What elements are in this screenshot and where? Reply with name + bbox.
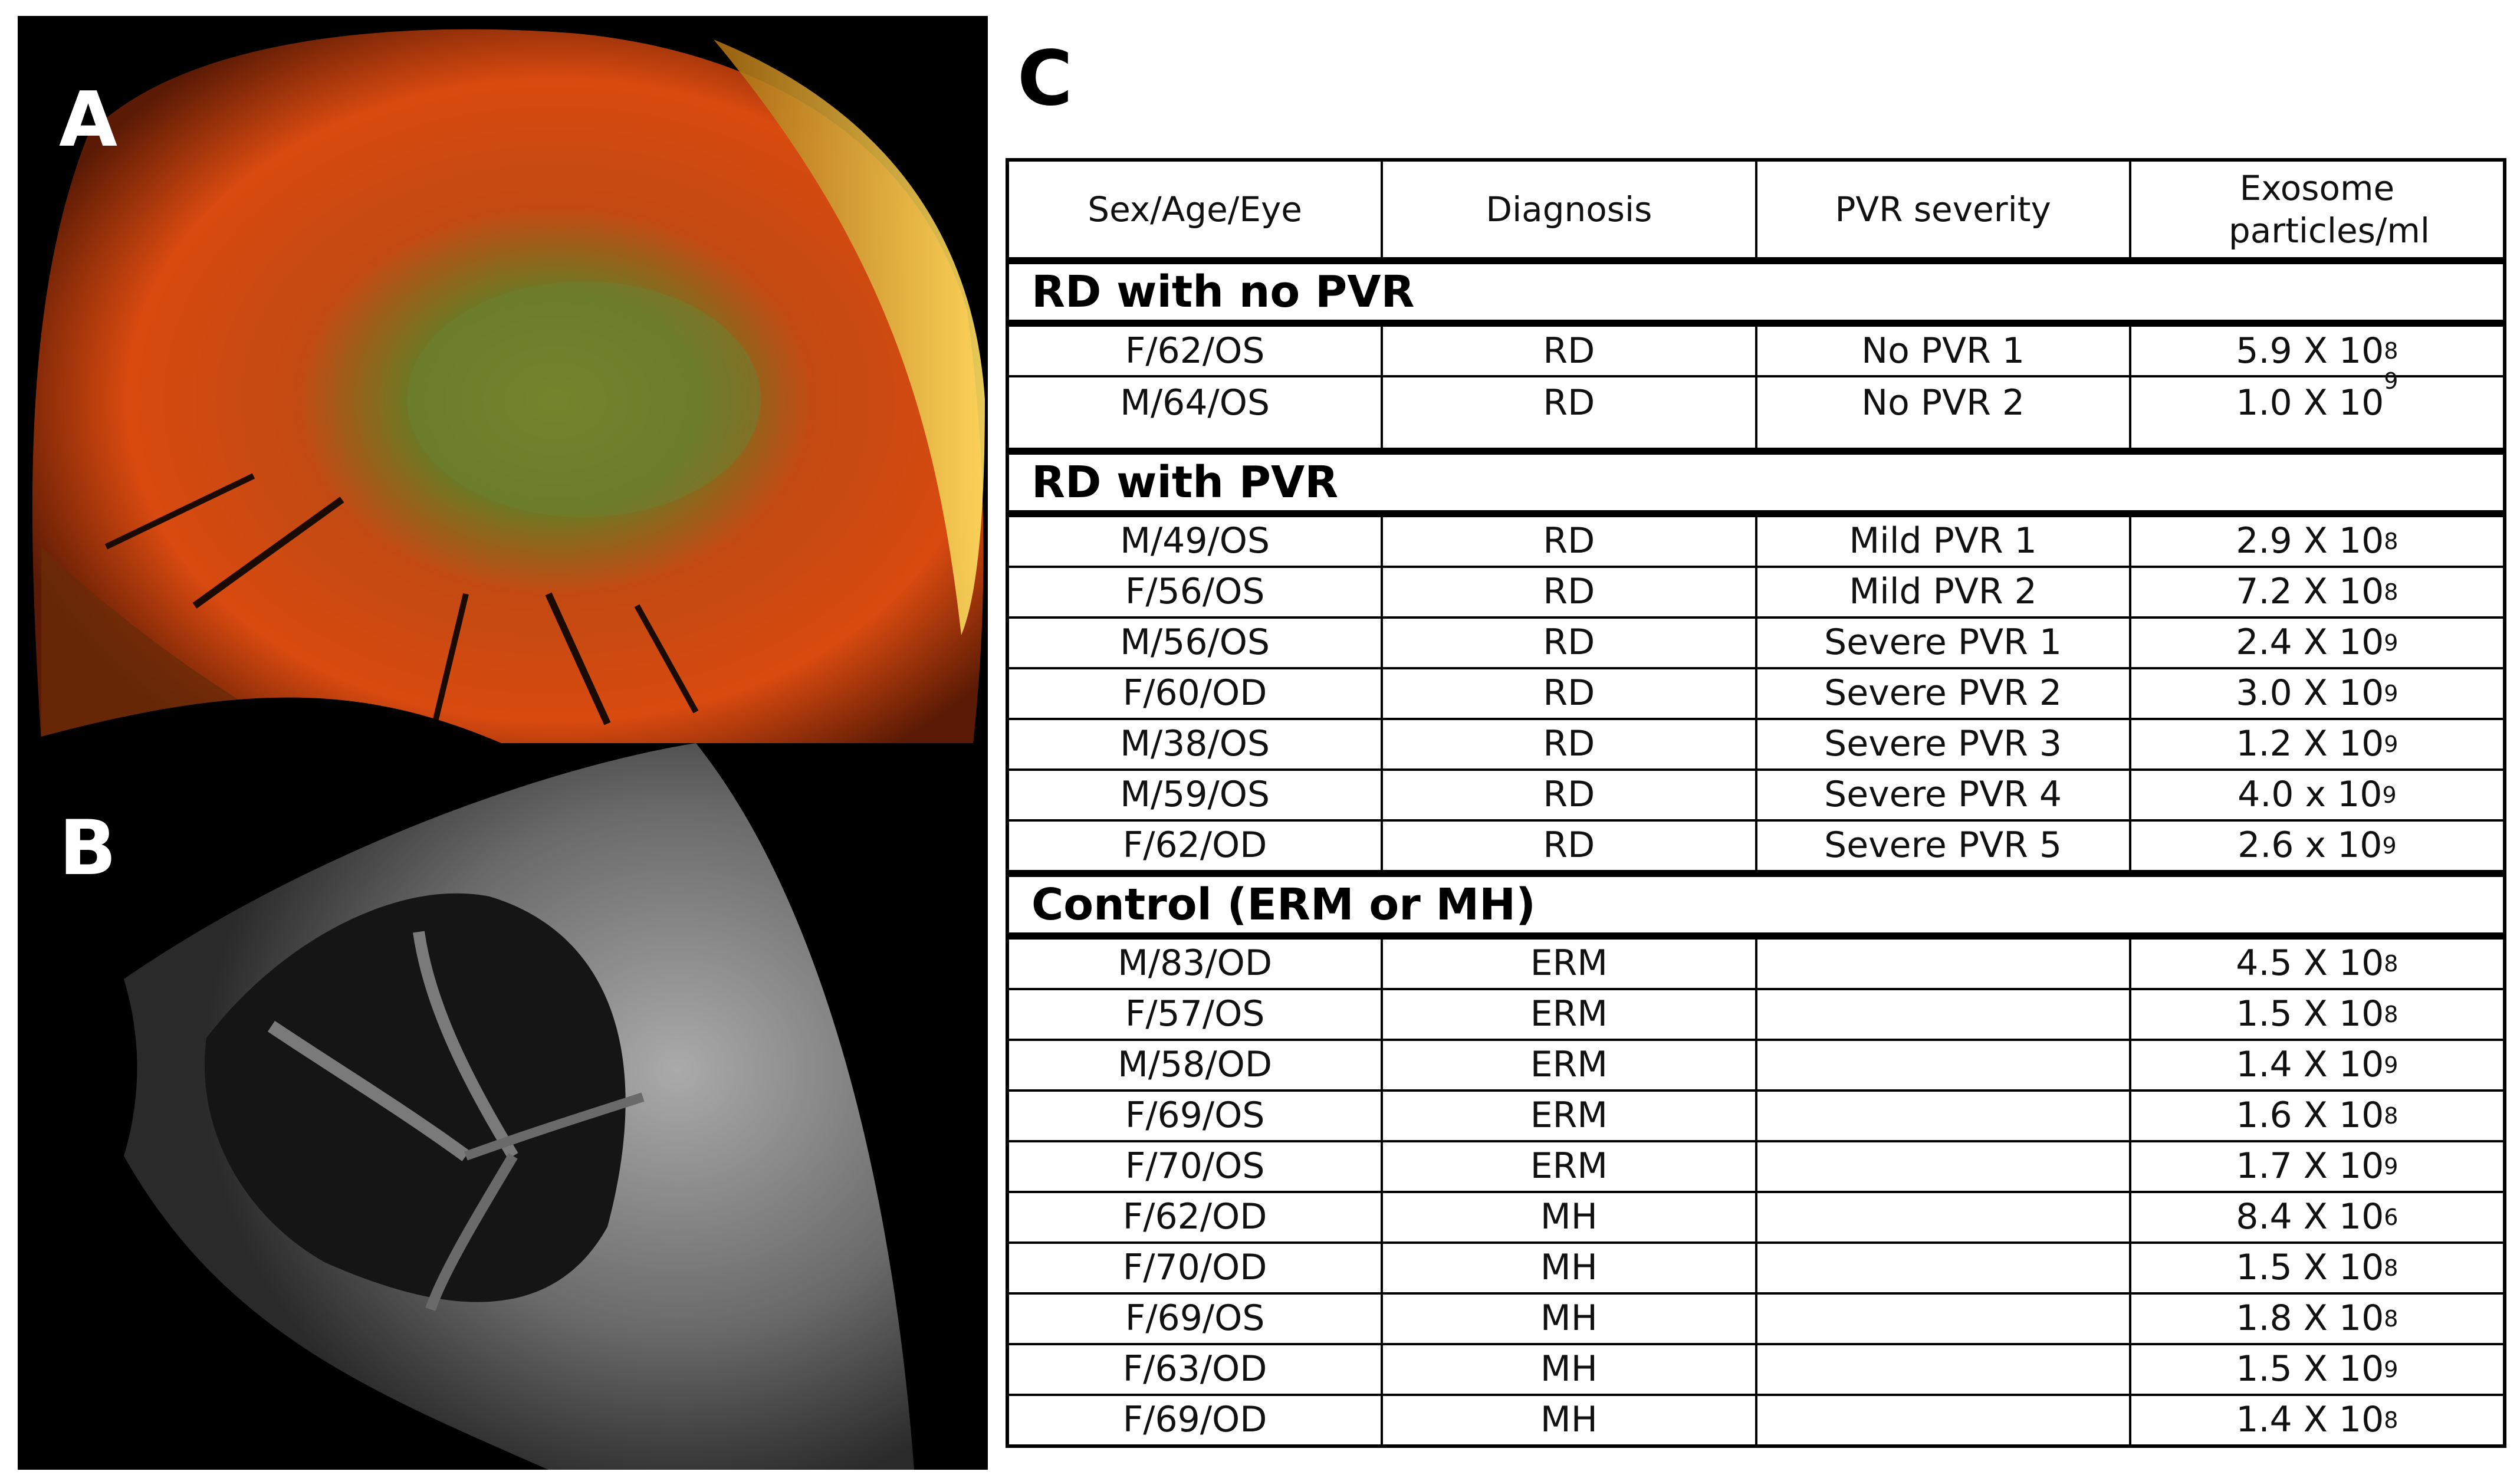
cell-sex-age-eye: M/38/OS [1009,720,1383,768]
exosome-mantissa: 1.4 X 10 [2236,1044,2384,1086]
cell-exosome-count: 8.4 X 10 6 [2131,1193,2503,1241]
header-sex-age-eye: Sex/Age/Eye [1009,162,1383,257]
cell-diagnosis: RD [1383,619,1757,667]
table-row [1009,327,2503,377]
cell-exosome-count: 2.4 X 10 9 [2131,619,2503,667]
cell-exosome-count: 2.9 X 10 8 [2131,517,2503,566]
cell-diagnosis: ERM [1383,990,1757,1039]
exosome-mantissa: 4.0 x 10 [2238,774,2383,816]
cell-exosome-count: 1.4 X 10 9 [2131,1041,2503,1089]
group-title: RD with PVR [1031,456,1339,508]
cell-pvr-severity [1757,1041,2131,1089]
cell-sex-age-eye: M/64/OS [1009,377,1383,448]
cell-diagnosis: RD [1383,517,1757,566]
panel-label-a: A [59,76,118,164]
exosome-mantissa: 2.4 X 10 [2236,622,2384,664]
cell-diagnosis: RD [1383,377,1757,448]
table-row [1009,990,2503,1041]
table-row [1009,822,2503,877]
group-title: Control (ERM or MH) [1031,879,1536,930]
cell-pvr-severity: Severe PVR 2 [1757,669,2131,718]
cell-diagnosis: MH [1383,1244,1757,1292]
table-row [1009,517,2503,568]
cell-pvr-severity [1757,990,2131,1039]
cell-pvr-severity: Severe PVR 1 [1757,619,2131,667]
cell-sex-age-eye: M/49/OS [1009,517,1383,566]
header-exosome: Exosome particles/ml [2228,167,2430,251]
cell-diagnosis: MH [1383,1193,1757,1241]
cell-sex-age-eye: F/56/OS [1009,568,1383,616]
table-header-row [1009,162,2503,264]
cell-sex-age-eye: F/62/OD [1009,822,1383,870]
cell-pvr-severity [1757,1295,2131,1343]
ultrasound-image [18,743,988,1470]
cell-diagnosis: MH [1383,1345,1757,1394]
cell-pvr-severity: No PVR 2 [1757,377,2131,448]
group-title: RD with no PVR [1031,267,1415,317]
cell-pvr-severity [1757,1244,2131,1292]
exosome-mantissa: 3.0 X 10 [2236,672,2384,714]
cell-sex-age-eye: F/57/OS [1009,990,1383,1039]
cell-sex-age-eye: F/70/OS [1009,1142,1383,1191]
table-row [1009,940,2503,990]
cell-diagnosis: ERM [1383,1092,1757,1140]
cell-sex-age-eye: F/69/OS [1009,1295,1383,1343]
exosome-mantissa: 7.2 X 10 [2236,571,2384,613]
cell-pvr-severity: Severe PVR 4 [1757,771,2131,819]
ultrasound-panel [18,743,988,1470]
table-row [1009,619,2503,669]
exosome-mantissa: 1.7 X 10 [2236,1145,2384,1187]
table-row [1009,771,2503,822]
cell-diagnosis: RD [1383,720,1757,768]
header-diagnosis: Diagnosis [1383,162,1757,257]
exosome-mantissa: 2.9 X 10 [2236,520,2384,562]
cell-diagnosis: RD [1383,771,1757,819]
group-header-row [1009,455,2503,517]
exosome-mantissa: 1.5 X 10 [2236,993,2384,1035]
table-row [1009,1345,2503,1396]
panel-label-c: C [1017,35,1073,123]
cell-pvr-severity [1757,1396,2131,1444]
table-row [1009,368,2503,455]
header-pvr-severity: PVR severity [1757,162,2131,257]
cell-sex-age-eye: M/56/OS [1009,619,1383,667]
cell-pvr-severity [1757,1142,2131,1191]
cell-exosome-count: 1.6 X 10 8 [2131,1092,2503,1140]
cell-exosome-count: 7.2 X 10 8 [2131,568,2503,616]
cell-diagnosis: ERM [1383,1041,1757,1089]
cell-pvr-severity: No PVR 1 [1757,327,2131,375]
fundus-image [18,16,988,743]
cell-pvr-severity [1757,1345,2131,1394]
table-row [1009,1041,2503,1092]
table-row [1009,669,2503,720]
exosome-mantissa: 8.4 X 10 [2236,1196,2384,1238]
fundus-photo-panel [18,16,988,743]
cell-exosome-count: 4.0 x 10 9 [2131,771,2503,819]
cell-sex-age-eye: M/58/OD [1009,1041,1383,1089]
exosome-mantissa: 1.8 X 10 [2236,1298,2384,1339]
cell-exosome-count: 1.0 X 10 9 [2131,377,2503,448]
cell-sex-age-eye: M/83/OD [1009,940,1383,988]
cell-diagnosis: MH [1383,1396,1757,1444]
cell-exosome-count: 1.8 X 10 8 [2131,1295,2503,1343]
group-header-row [1009,264,2503,327]
cell-exosome-count: 1.7 X 10 9 [2131,1142,2503,1191]
cell-pvr-severity: Severe PVR 5 [1757,822,2131,870]
cell-sex-age-eye: F/70/OD [1009,1244,1383,1292]
cell-exosome-count: 5.9 X 10 8 [2131,327,2503,375]
table-row [1009,1142,2503,1193]
table-row [1009,1193,2503,1244]
cell-exosome-count: 1.2 X 10 9 [2131,720,2503,768]
cell-sex-age-eye: F/63/OD [1009,1345,1383,1394]
cell-diagnosis: RD [1383,822,1757,870]
cell-diagnosis: ERM [1383,1142,1757,1191]
cell-exosome-count: 4.5 X 10 8 [2131,940,2503,988]
exosome-mantissa: 1.2 X 10 [2236,723,2384,765]
cell-sex-age-eye: F/69/OD [1009,1396,1383,1444]
cell-diagnosis: RD [1383,568,1757,616]
table-row [1009,1295,2503,1345]
cell-exosome-count: 1.4 X 10 8 [2131,1396,2503,1444]
cell-exosome-count: 1.5 X 10 8 [2131,990,2503,1039]
exosome-mantissa: 1.5 X 10 [2236,1348,2384,1390]
cell-diagnosis: MH [1383,1295,1757,1343]
cell-diagnosis: RD [1383,669,1757,718]
cell-sex-age-eye: F/60/OD [1009,669,1383,718]
cell-pvr-severity: Mild PVR 1 [1757,517,2131,566]
cell-pvr-severity [1757,1092,2131,1140]
exosome-mantissa: 1.5 X 10 [2236,1247,2384,1289]
cell-exosome-count: 1.5 X 10 9 [2131,1345,2503,1394]
cell-diagnosis: ERM [1383,940,1757,988]
exosome-mantissa: 1.4 X 10 [2236,1399,2384,1441]
exosome-mantissa: 5.9 X 10 [2236,330,2384,372]
exosome-table [1006,158,2506,1448]
cell-pvr-severity [1757,940,2131,988]
cell-pvr-severity: Mild PVR 2 [1757,568,2131,616]
exosome-mantissa: 2.6 x 10 [2238,825,2383,866]
exosome-mantissa: 1.0 X 10 [2236,382,2384,423]
cell-exosome-count: 3.0 X 10 9 [2131,669,2503,718]
cell-sex-age-eye: F/69/OS [1009,1092,1383,1140]
table-row [1009,1396,2503,1444]
cell-exosome-count: 2.6 x 10 9 [2131,822,2503,870]
table-row [1009,1244,2503,1295]
table-row [1009,1092,2503,1142]
table-row [1009,720,2503,771]
exosome-mantissa: 4.5 X 10 [2236,942,2384,984]
cell-sex-age-eye: F/62/OS [1009,327,1383,375]
cell-sex-age-eye: M/59/OS [1009,771,1383,819]
panel-label-b: B [59,804,117,892]
cell-diagnosis: RD [1383,327,1757,375]
group-header-row [1009,877,2503,940]
table-row [1009,568,2503,619]
cell-pvr-severity [1757,1193,2131,1241]
cell-exosome-count: 1.5 X 10 8 [2131,1244,2503,1292]
exosome-mantissa: 1.6 X 10 [2236,1095,2384,1137]
cell-sex-age-eye: F/62/OD [1009,1193,1383,1241]
cell-pvr-severity: Severe PVR 3 [1757,720,2131,768]
